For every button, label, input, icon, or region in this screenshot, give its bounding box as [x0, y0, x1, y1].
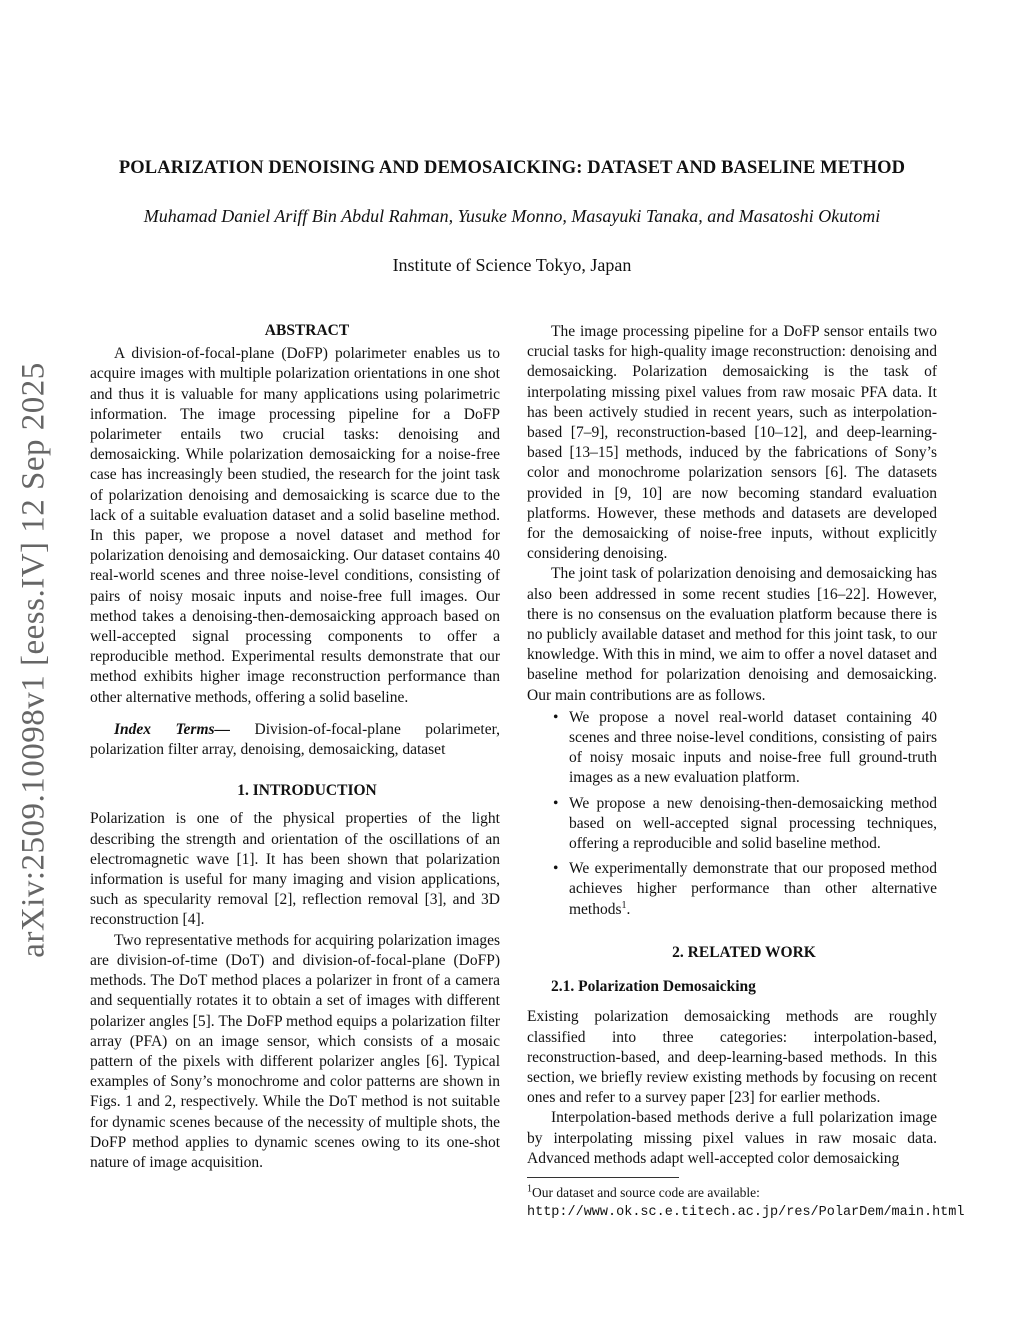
footnote-url[interactable]: http://www.ok.sc.e.titech.ac.jp/res/PolarDem/main.html: [527, 1204, 965, 1220]
intro-paragraph-2: Two representative methods for acquiring polarization images are division-of-time (DoT) and division-of-focal-plane (DoFP) methods. The DoT method places a polarizer in front of a camera and sequentially rotates it to obtain a set of images with different polarizer angles [5]. The DoFP method equips a polarization filter array (PFA) on an image sensor, which consists of a mosaic pattern of the pixels with different polarizer angles [6]. Typical examples of Sony’s monochrome and color patterns are shown in Figs. 1 and 2, respectively. While the DoT method is not suitable for dynamic scenes because of the necessity of multiple shots, the DoFP method applies to dynamic scenes owing to its one-shot nature of image acquisition.: [90, 931, 500, 1171]
contribution-item: • We experimentally demonstrate that our proposed method achieves higher performance than other alternative methods$^1$.: [553, 860, 937, 918]
index-terms-label: Index Terms—: [114, 720, 231, 738]
abstract-text: A division-of-focal-plane (DoFP) polarimeter enables us to acquire images with multiple polarization orientations in one shot and thus it is valuable for many applications using polarimetric information. The image processing pipeline for a DoFP polarimeter entails two crucial tasks: denoising and demosaicking. While polarization demosaicking for a noise-free case has increasingly been studied, the research for the joint task of polarization denoising and demosaicking is scarce due to the lack of a suitable evaluation dataset and a solid baseline method. In this paper, we propose a novel dataset and method for polarization denoising and demosaicking. Our dataset contains 40 real-world scenes and three noise-level conditions, consisting of pairs of noisy mosaic inputs and noise-free full images. Our method takes a denoising-then-demosaicking approach based on well-accepted signal processing components to offer a reproducible method. Experimental results demonstrate that our method exhibits higher image reconstruction performance than other alternative methods, offering a solid baseline.: [90, 345, 500, 706]
related-paragraph-1: Existing polarization demosaicking methods are roughly classified into three categories: interpolation-based, reconstruction-based, and deep-learning-based methods. In this section, we briefly review existing methods by focusing on recent ones and refer to a survey paper [23] for earlier methods.: [527, 1008, 937, 1107]
affiliation: Institute of Science Tokyo, Japan: [392, 255, 632, 275]
arxiv-sidebar-stamp: [6, 355, 62, 965]
index-terms-text: Division-of-focal-plane polarimeter, polarization filter array, denoising, demosaicking, dataset: [90, 720, 501, 759]
intro-heading: 1. INTRODUCTION: [237, 782, 377, 800]
subsection-heading: 2.1. Polarization Demosaicking: [551, 978, 756, 996]
index-terms: [90, 720, 500, 760]
contribution-list: [527, 708, 937, 920]
intro-paragraph-3: The image processing pipeline for a DoFP sensor entails two crucial tasks for high-quality image reconstruction: denoising and demosaicking. Polarization demosaicking is the task of interpolating missing pixel values from raw mosaic PFA data. It has been actively studied in recent years, such as interpolation-based [7–9], reconstruction-based [10–12], and deep-learning-based [13–15] methods, induced by the fabrications of Sony’s color and monochrome polarization sensors [6]. The datasets provided in [9, 10] are now becoming standard evaluation platforms. However, these methods and datasets are developed for the demosaicking of noise-free inputs, without explicitly considering denoising.: [527, 323, 937, 563]
related-work-heading: 2. RELATED WORK: [672, 943, 816, 961]
footnote-rule: [527, 1177, 679, 1178]
arxiv-id: arXiv:2509.10098v1 [eess.IV] 12 Sep 2025: [15, 362, 52, 958]
footnote-mark: 1: [621, 899, 627, 911]
intro-paragraph-1: Polarization is one of the physical properties of the light describing the strength and orientation of the oscillations of an electromagnetic wave [1]. It has been shown that polarization information is useful for many imaging and vision applications, such as specularity removal [2], reflection removal [3], and 3D reconstruction [4].: [90, 810, 500, 929]
right-column: [527, 322, 965, 1222]
contribution-item: • We propose a novel real-world dataset containing 40 scenes and three noise-level conditions, consisting of pairs of noisy mosaic inputs and noise-free full ground-truth images as a new evaluation platform.: [553, 708, 937, 787]
contribution-item: • We propose a new denoising-then-demosaicking method based on well-accepted signal processing techniques, offering a reproducible and solid baseline method.: [553, 794, 937, 853]
abstract-heading: ABSTRACT: [264, 322, 350, 339]
author-list: Muhamad Daniel Ariff Bin Abdul Rahman, Yusuke Monno, Masayuki Tanaka, and Masatoshi Okutomi: [143, 206, 881, 226]
paper-title: POLARIZATION DENOISING AND DEMOSAICKING: DATASET AND BASELINE METHOD: [118, 158, 906, 178]
intro-paragraph-4: The joint task of polarization denoising and demosaicking has also been addressed in some recent studies [16–22]. However, there is no consensus on the evaluation platform because there is no publicly available dataset and method for this joint task, to our knowledge. With this in mind, we aim to offer a novel dataset and baseline method for polarization denoising and demosaicking. Our main contributions are as follows.: [527, 565, 937, 704]
left-column: [90, 321, 500, 1173]
footnote: $^1$Our dataset and source code are available: http://www.ok.sc.e.titech.ac.jp/res/PolarDem/main.html: [527, 1183, 965, 1220]
related-paragraph-2: Interpolation-based methods derive a full polarization image by interpolating missing pixel values in raw mosaic data. Advanced methods adapt well-accepted color demosaicking: [527, 1109, 937, 1167]
